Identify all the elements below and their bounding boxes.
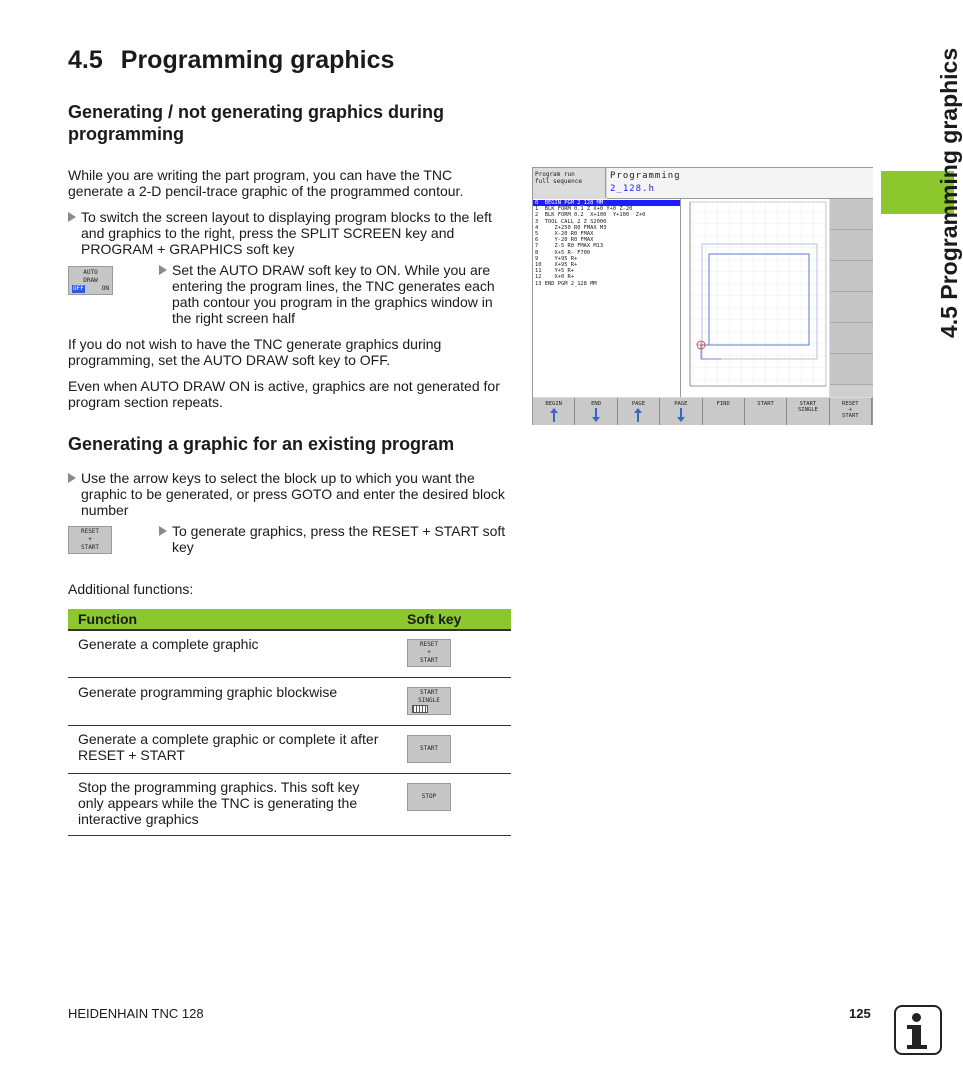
softkey-row [533,398,872,425]
program-line[interactable]: 8 X+5 R- F700 [535,249,591,256]
single-block-icon [412,705,428,713]
table-row-4-function: Stop the programming graphics. This soft key only appears while the TNC is generating the interactive graphics [78,779,360,827]
column-function: Function [78,611,138,627]
program-filename: 2_128.h [610,184,655,194]
intro-paragraph: While you are writing the part program, you can have the TNC generate a 2-D pencil-trace graphic of the programmed contour. [68,167,464,199]
arrow-down-icon [591,407,601,423]
tnc-screen [532,167,873,425]
arrow-down-icon [676,407,686,423]
vertical-softkey[interactable] [830,323,873,354]
screen-softkey-reset[interactable]: RESET + START [830,398,872,425]
table-rule [68,629,511,631]
screen-softkey-page[interactable]: PAGE [618,398,660,425]
table-row-1-softkey[interactable]: RESET + START [407,639,451,667]
auto-draw-off-paragraph: If you do not wish to have the TNC generate graphics during programming, set the AUTO DRAW soft key to OFF. [68,336,442,368]
graphics-window [681,199,829,397]
table-row-2-function: Generate programming graphic blockwise [78,684,338,700]
table-header [68,609,511,630]
step-auto-draw: Set the AUTO DRAW soft key to ON. While you are entering the program lines, the TNC generates each path contour you program in the graphics window in the right screen half [172,262,512,326]
screen-softkey-start[interactable]: START [745,398,787,425]
vertical-softkey[interactable] [830,292,873,323]
step-reset-start: To generate graphics, press the RESET + START soft key [172,523,512,555]
program-line[interactable]: 11 Y+5 R+ [535,268,574,275]
table-row-divider [68,677,511,678]
auto-draw-off: OFF [73,284,84,292]
program-line[interactable]: 1 BLK FORM 0.1 Z X+0 Y+0 Z-20 [535,206,633,213]
mode-title: Programming [610,171,681,181]
table-row-3-softkey[interactable]: START [407,735,451,763]
screen-softkey-page[interactable]: PAGE [660,398,702,425]
program-line[interactable]: 4 Z+250 R0 FMAX M3 [535,224,607,231]
program-line[interactable]: 12 X+0 R+ [535,274,574,281]
table-row-divider [68,773,511,774]
screen-softkey-end[interactable]: END [575,398,617,425]
program-line[interactable]: 0 BEGIN PGM 2_128 MM [533,200,680,206]
screen-softkey-find[interactable]: FIND [703,398,745,425]
page-title: 4.5 Programming graphics [68,46,395,74]
program-listing [533,199,681,397]
program-line[interactable]: 2 BLK FORM 0.2 X+100 Y+100 Z+0 [535,212,646,219]
table-row-1-function: Generate a complete graphic [78,636,259,652]
mode-box: Program run full sequence [533,168,606,198]
vertical-softkey-bar [830,199,873,397]
vertical-softkey[interactable] [830,354,873,385]
vertical-softkey[interactable] [830,230,873,261]
section-heading-generating: Generating / not generating graphics during programming [68,102,445,144]
program-line[interactable]: 5 X-20 R0 FMAX [535,231,594,238]
table-row-2-softkey[interactable]: START SINGLE [407,687,451,715]
vertical-softkey[interactable] [830,199,873,230]
arrow-up-icon [633,407,643,423]
additional-functions: Additional functions: [68,581,194,597]
info-icon [894,1005,942,1055]
program-line[interactable]: 6 Y-20 R0 FMAX [535,237,594,244]
reset-start-softkey[interactable]: RESET + START [68,526,112,554]
program-line[interactable]: 10 X+95 R+ [535,262,578,269]
section-heading-existing: Generating a graphic for an existing program [68,434,455,454]
vertical-softkey[interactable] [830,261,873,292]
auto-draw-on: ON [101,284,109,292]
step-select-block: Use the arrow keys to select the block up to which you want the graphic to be generated, or press GOTO and enter the desired block number [81,470,513,518]
screen-softkey-start[interactable]: START SINGLE [787,398,829,425]
graphics-grid [690,202,826,386]
program-line[interactable]: 13 END PGM 2_128 MM [535,280,597,287]
table-row-4-softkey[interactable]: STOP [407,783,451,811]
repeat-paragraph: Even when AUTO DRAW ON is active, graphics are not generated for program section repeats. [68,378,500,410]
graphics-plot [681,199,829,397]
page-number: 125 [849,1006,871,1021]
table-row-3-function: Generate a complete graphic or complete it after RESET + START [78,731,379,763]
chapter-tab-label: 4.5 Programming graphics [936,47,962,338]
footer-product: HEIDENHAIN TNC 128 [68,1006,204,1021]
program-line[interactable]: 7 Z-5 R0 FMAX M13 [535,243,604,250]
mode-title-box [607,168,873,199]
screen-softkey-begin[interactable]: BEGIN [533,398,575,425]
program-line[interactable]: 3 TOOL CALL 2 Z S2000 [535,218,607,225]
table-bottom-rule [68,835,511,836]
arrow-up-icon [549,407,559,423]
column-softkey: Soft key [407,611,462,627]
program-line[interactable]: 9 Y+95 R+ [535,255,578,262]
step-split-screen: To switch the screen layout to displaying program blocks to the left and graphics to the right, press the SPLIT SCREEN key and PROGRAM + GRAPHICS soft key [81,209,511,257]
auto-draw-softkey[interactable]: AUTO DRAW OFF ON [68,266,113,295]
table-row-divider [68,725,511,726]
